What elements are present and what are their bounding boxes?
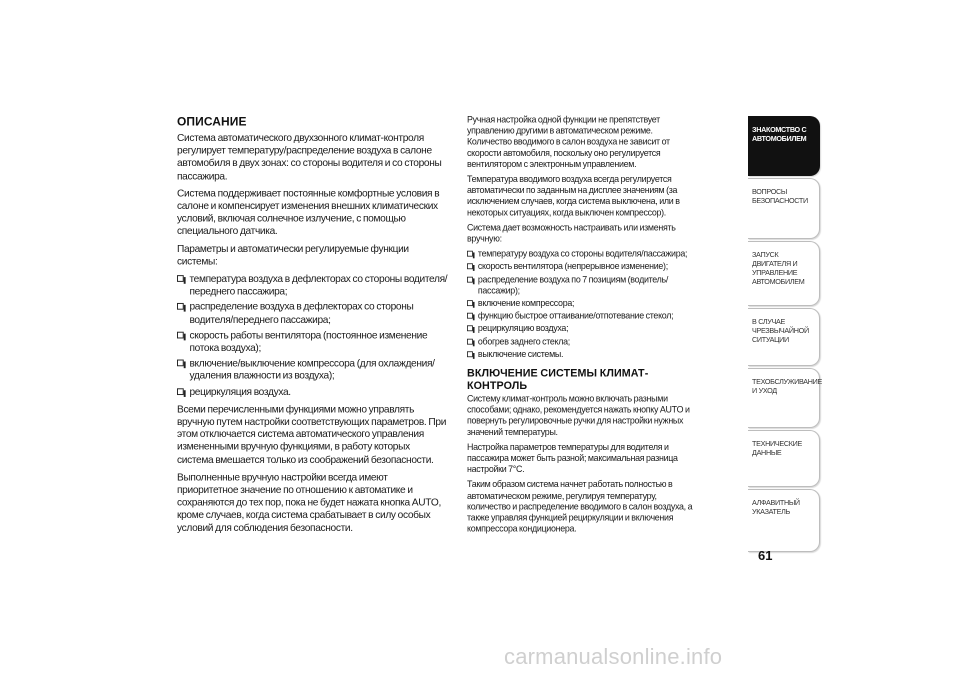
list-item-text: обогрев заднего стекла;	[477, 336, 570, 347]
list-item	[467, 275, 695, 297]
paragraph: Температура вводимого воздуха всегда регулируется автоматически по заданным на дисплее значениям (за исключением случаев, когда система выключена, или в некоторых ситуациях, когда выключен компрессор).	[467, 174, 680, 218]
bullet-list	[467, 249, 695, 360]
paragraph: Настройка параметров температуры для водителя и пассажира может быть разной; максимальная разница настройки 7°C.	[467, 442, 678, 475]
bullet-marker-icon	[177, 275, 184, 282]
paragraph: Ручная настройка одной функции не препятствует управлению другими в автоматическом режиме. Количество вводимого в салон воздуха не зависит от скорости автомобиля, поскольку оно регулируется вентилятором с электронным управлением.	[467, 115, 670, 170]
section-heading-activation: ВКЛЮЧЕНИЕ СИСТЕМЫ КЛИМАТ-КОНТРОЛЬ	[467, 366, 649, 392]
tab-label: ЗНАКОМСТВО С АВТОМОБИЛЕМ	[752, 125, 807, 143]
paragraph: Систему климат-контроль можно включать разными способами; однако, рекомендуется нажать кнопку AUTO и повернуть регулировочные ручки для настройки нужных значений температуры.	[467, 394, 690, 438]
tab-index[interactable]	[748, 489, 820, 552]
list-item-text: рециркуляцию воздуха;	[477, 324, 569, 335]
left-column	[177, 115, 447, 540]
list-item-text: распределение воздуха по 7 позициям (водитель/пассажир);	[477, 274, 669, 296]
bullet-marker-icon	[467, 251, 473, 257]
bullet-marker-icon	[467, 326, 473, 332]
bullet-marker-icon	[177, 360, 184, 367]
section-heading-description: ОПИСАНИЕ	[177, 115, 247, 129]
paragraph: Параметры и автоматически регулируемые функции системы:	[177, 243, 409, 268]
bullet-marker-icon	[467, 300, 473, 306]
bullet-marker-icon	[177, 332, 184, 339]
list-item-text: функцию быстрое оттаивание/отпотевание стекол;	[477, 311, 674, 322]
list-item-text: температуру воздуха со стороны водителя/пассажира;	[477, 249, 688, 260]
paragraph: Выполненные вручную настройки всегда имеют приоритетное значение по отношению к автоматике и сохраняются до тех пор, пока не будет нажата кнопка AUTO, кроме случаев, когда система срабатывает в силу особых условий для соблюдения безопасности.	[177, 471, 441, 534]
list-item-text: распределение воздуха в дефлекторах со стороны водителя/переднего пассажира;	[189, 301, 414, 326]
tab-emergency[interactable]	[748, 308, 820, 366]
bullet-marker-icon	[177, 388, 184, 395]
list-item	[467, 249, 695, 260]
paragraph: Всеми перечисленными функциями можно управлять вручную путем настройки соответствующих параметров. При этом отключается система автоматического управления измененными вручную функциями, в работу которых система вмешается только из соображений безопасности.	[177, 403, 447, 466]
list-item-text: включение/выключение компрессора (для охлаждения/удаления влажности из воздуха);	[189, 357, 435, 383]
page-number: 61	[758, 548, 773, 563]
tab-getting-to-know-car[interactable]	[748, 116, 820, 176]
list-item	[467, 311, 695, 322]
bullet-marker-icon	[467, 276, 473, 282]
tab-label: ВОПРОСЫ БЕЗОПАСНОСТИ	[752, 187, 808, 205]
list-item	[177, 301, 447, 326]
list-item	[467, 262, 695, 273]
tab-label: АЛФАВИТНЫЙ УКАЗАТЕЛЬ	[752, 498, 800, 516]
chapter-tabs	[748, 116, 823, 554]
list-item-text: выключение системы.	[477, 349, 564, 360]
list-item	[467, 337, 695, 348]
paragraph: Система поддерживает постоянные комфортные условия в салоне и компенсирует изменения внешних климатических условий, включая солнечное излучение, с помощью специального датчика.	[177, 187, 440, 238]
bullet-marker-icon	[467, 338, 473, 344]
list-item	[467, 324, 695, 335]
watermark: carmanualsonline.info	[504, 644, 723, 669]
list-item	[177, 273, 447, 298]
list-item	[177, 386, 447, 399]
list-item-text: скорость работы вентилятора (постоянное изменение потока воздуха);	[189, 329, 428, 354]
list-item	[467, 299, 695, 310]
list-item	[467, 350, 695, 361]
list-item-text: температура воздуха в дефлекторах со стороны водителя/переднего пассажира;	[189, 273, 448, 298]
bullet-list	[177, 273, 447, 398]
list-item-text: рециркуляция воздуха.	[189, 386, 291, 398]
tab-label: ТЕХОБСЛУЖИВАНИЕ И УХОД	[752, 377, 823, 395]
tab-safety[interactable]	[748, 178, 820, 239]
tab-label: В СЛУЧАЕ ЧРЕЗВЫЧАЙНОЙ СИТУАЦИИ	[752, 317, 809, 344]
tab-label: ТЕХНИЧЕСКИЕ ДАННЫЕ	[752, 439, 802, 457]
bullet-marker-icon	[177, 303, 184, 310]
tab-starting-and-driving[interactable]	[748, 241, 820, 306]
paragraph: Таким образом система начнет работать полностью в автоматическом режиме, регулируя температуру, количество и распределение вводимого в салон воздуха, а также управляя функцией рециркуляции и включения компрессора кондиционера.	[467, 479, 693, 535]
list-item	[177, 358, 447, 383]
bullet-marker-icon	[467, 264, 473, 270]
list-item-text: включение компрессора;	[477, 298, 575, 309]
list-item-text: скорость вентилятора (непрерывное изменение);	[477, 262, 668, 273]
bullet-marker-icon	[467, 351, 473, 357]
paragraph: Система дает возможность настраивать или изменять вручную:	[467, 222, 676, 245]
tab-label: ЗАПУСК ДВИГАТЕЛЯ И УПРАВЛЕНИЕ АВТОМОБИЛЕМ	[752, 250, 805, 286]
right-column	[467, 115, 695, 539]
list-item	[177, 330, 447, 355]
tab-maintenance[interactable]	[748, 368, 823, 428]
bullet-marker-icon	[467, 313, 473, 319]
tab-technical-data[interactable]	[748, 430, 820, 487]
paragraph: Система автоматического двухзонного климат-контроля регулирует температуру/распределение воздуха в салоне автомобиля в двух зонах: со стороны водителя и со стороны пассажира.	[177, 132, 442, 182]
